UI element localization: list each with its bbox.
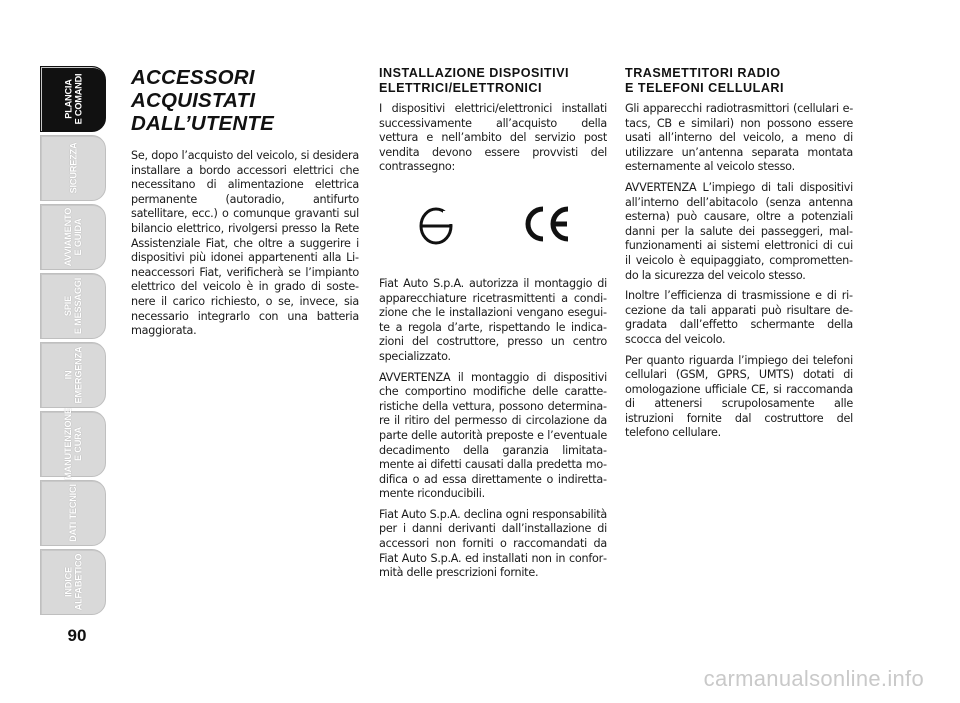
column-accessori [131, 66, 359, 345]
heading-line: E TELEFONI CELLULARI [625, 81, 785, 95]
paragraph: Fiat Auto S.p.A. declina ogni responsabilità per i danni derivanti dall’installazione di accessori non forniti o raccomandati da Fiat Auto S.p.A. ed installati non in conformità delle prescrizioni fornite. [379, 507, 607, 580]
heading-line: ELETTRICI/ELETTRONICI [379, 81, 543, 95]
tab-dati-tecnici[interactable] [40, 480, 106, 546]
tab-avviamento-e-guida[interactable] [40, 204, 106, 270]
tab-in-emergenza[interactable] [40, 342, 106, 408]
title-line: DALL’UTENTE [131, 112, 275, 135]
e-mark-icon [413, 203, 459, 249]
tab-label: INDICE ALFABETICO [62, 553, 83, 611]
ce-mark-icon [521, 203, 573, 245]
tab-manutenzione-e-cura[interactable] [40, 408, 106, 480]
tab-indice-alfabetico[interactable] [40, 549, 106, 615]
section-heading [379, 66, 607, 96]
approval-marks [379, 185, 607, 271]
heading-line: TRASMETTITORI RADIO [625, 66, 781, 80]
tab-label: SPIE E MESSAGGI [62, 277, 83, 335]
paragraph: Per quanto riguarda l’impiego dei telefoni cellulari (GSM, GPRS, UMTS) dotati di omologazione ufficiale CE, si raccomanda di attenersi scrupolosamente alle istruzioni fornite dal costruttore del telefono cellulare. [625, 353, 853, 440]
watermark-text: carmanualsonline.info [703, 666, 924, 691]
paragraph: AVVERTENZA il montaggio di dispositivi che comportino modifiche delle caratteristiche della vettura, possono determinare il ritiro del permesso di circolazione da parte delle autorità preposte e l’eventuale decadimento della garanzia limitatamente ai difetti causati dalla predetta modifica o ad essa direttamente o indirettamente riconducibili. [379, 370, 607, 501]
paragraph: Se, dopo l’acquisto del veicolo, si desidera installare a bordo accessori elettrici che necessitano di alimentazione elettrica permanente (autoradio, antifurto satellitare, ecc.) o comunque gravanti sul bilancio elettrico, rivolgersi presso la Rete Assistenziale Fiat, che oltre a suggerire i dispositivi più idonei appartenenti alla Lineaccessori Fiat, verificherà se l’impianto elettrico del veicolo è in grado di sostenere il carico richiesto, o se, invece, sia necessario integrarlo con una batteria maggiorata. [131, 149, 359, 338]
section-heading [625, 66, 853, 96]
heading-line: INSTALLAZIONE DISPOSITIVI [379, 66, 569, 80]
tab-label: DATI TECNICI [68, 484, 78, 542]
tab-label: PLANCIA E COMANDI [63, 73, 83, 125]
paragraph: I dispositivi elettrici/elettronici installati successivamente all’acquisto della vettura e nell’ambito del servizio post vendita devono essere provvisti del contrassegno: [379, 102, 607, 174]
tab-plancia-e-comandi[interactable] [40, 66, 106, 132]
tab-label: IN EMERGENZA [63, 346, 83, 404]
tab-label: MANUTENZIONE E CURA [63, 408, 84, 480]
tab-label: AVVIAMENTO E GUIDA [63, 207, 83, 267]
paragraph: Gli apparecchi radiotrasmittori (cellulari e-tacs, CB e similari) non possono essere usati all’interno del veicolo, a meno di utilizzare un’antenna separata montata esternamente al veicolo stesso. [625, 102, 853, 174]
tab-sicurezza[interactable] [40, 135, 106, 201]
paragraph: Inoltre l’efficienza di trasmissione e di ricezione da tali apparati può risultare degradata dall’effetto schermante della scocca del veicolo. [625, 289, 853, 346]
tab-label: SICUREZZA [68, 142, 78, 194]
column-installazione [379, 66, 607, 587]
paragraph: Fiat Auto S.p.A. autorizza il montaggio di apparecchiature ricetrasmittenti a condizione che le installazioni vengano eseguite a regola d’arte, rispettando le indicazioni del costruttore, presso un centro specializzato. [379, 276, 607, 363]
column-trasmettitori [625, 66, 853, 447]
section-title [131, 66, 359, 135]
page-number: 90 [67, 626, 87, 645]
paragraph: AVVERTENZA L’impiego di tali dispositivi all’interno dell’abitacolo (senza antenna esterna) può causare, oltre a potenziali danni per la salute dei passeggeri, malfunzionamenti ai sistemi elettronici di cui il veicolo è equipaggiato, compromettendo la sicurezza del veicolo stesso. [625, 180, 853, 282]
tab-spie-e-messaggi[interactable] [40, 273, 106, 339]
title-line: ACCESSORI ACQUISTATI [131, 66, 256, 112]
